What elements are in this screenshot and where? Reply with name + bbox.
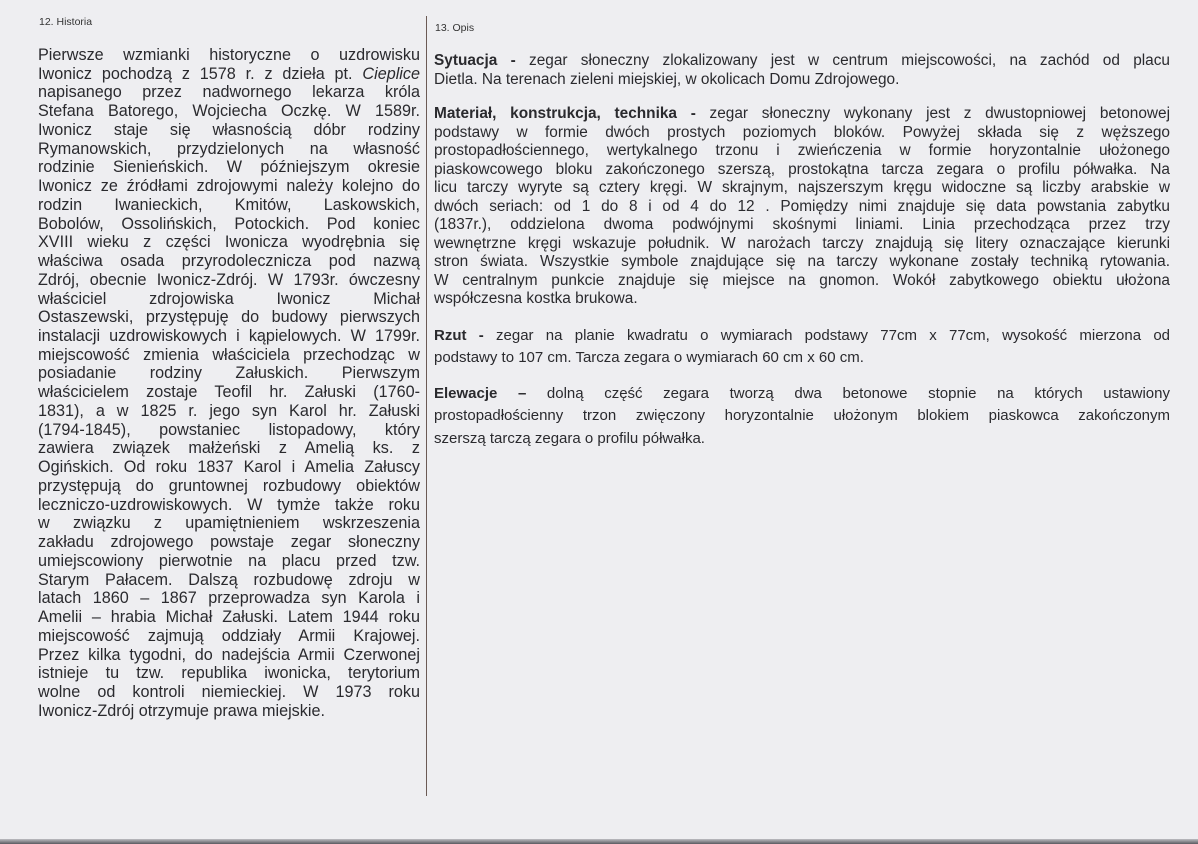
description-section xyxy=(434,383,1170,451)
section-text: dolną część zegara tworzą dwa betonowe stopnie na których ustawiony xyxy=(546,384,1170,402)
history-line: latach 1860 – 1867 przeprowadza syn Karola i xyxy=(38,589,420,608)
history-line: Pierwsze wzmianki historyczne o uzdrowisku xyxy=(38,46,420,64)
description-line: W centralnym punkcie znajduje się miejsce na gnomon. Wokół zabytkowego obiektu ułożona xyxy=(434,271,1170,289)
section-heading: Sytuacja - xyxy=(434,52,516,69)
history-line: umiejscowiony pierwotnie na placu przed tzw. xyxy=(38,551,420,570)
section-heading: Elewacje – xyxy=(434,384,527,402)
scan-edge xyxy=(0,839,1198,844)
description-section-label: 13. Opis xyxy=(435,22,475,34)
description-section xyxy=(434,105,1170,309)
history-text xyxy=(38,46,420,720)
history-line: 1831), a w 1825 r. jego syn Karol hr. Załuski xyxy=(38,401,420,420)
description-line: licu tarczy wyryte są cztery kręgi. W skrajnym, najszerszym kręgu widoczne są liczby arabskie w xyxy=(434,179,1170,196)
history-line: Ostaszewski, przystępuję do budowy pierwszych xyxy=(38,308,420,327)
history-line: rodzinie Sienieńskich. W późniejszym okresie xyxy=(38,158,420,177)
description-line: wewnętrzne kręgi wskazuje południk. W narożach tarczy znajdują się litery oznaczające kierunki xyxy=(434,234,1170,252)
book-title: Cieplice xyxy=(362,64,420,83)
history-line: w związku z upamiętnieniem wskrzeszenia xyxy=(38,514,420,533)
history-line: Bobolów, Ossolińskich, Potockich. Pod koniec xyxy=(38,214,420,233)
history-line: istnieje tu tzw. republika iwonicka, terytorium xyxy=(38,664,420,683)
description-section xyxy=(434,325,1170,370)
history-line: właściciel zdrojowiska Iwonicz Michał xyxy=(38,289,420,308)
history-line: Iwonicz-Zdrój otrzymuje prawa miejskie. xyxy=(38,701,325,720)
description-line: prostopadłościenny trzon zwięczony horyzontalnie ułożonym blokiem piaskowca zakończonym xyxy=(434,407,1170,424)
history-line: wolne od kontroli niemieckiej. W 1973 roku xyxy=(38,682,420,701)
history-line: XVIII wieku z części Iwonicza wyodrębnia się xyxy=(38,233,420,252)
history-line: napisanego przez nadwornego lekarza króla xyxy=(38,83,420,102)
history-line: miejscowość zmienia właściciela przechodząc w xyxy=(38,345,420,364)
history-line: zawiera związek małżeński z Amelią ks. z xyxy=(38,439,420,458)
column-divider xyxy=(426,16,427,796)
description-line: (1837r.), oddzielona dwoma podwójnymi skośnymi liniami. Linia przechodząca przez trzy xyxy=(434,216,1170,233)
history-line: Stefana Batorego, Wojciecha Oczkę. W 1589r. xyxy=(38,102,420,121)
history-line: leczniczo-uzdrowiskowych. W tymże także roku xyxy=(38,495,420,514)
history-line: Iwonicz ze źródłami zdrojowymi należy kolejno do xyxy=(38,177,420,196)
description-line: podstawy to 107 cm. Tarcza zegara o wymiarach 60 cm x 60 cm. xyxy=(434,349,864,366)
description-line xyxy=(434,383,1170,406)
history-line: Przez kilka tygodni, do nadejścia Armii Czerwonej xyxy=(38,645,420,664)
history-line: posiadanie rodziny Załuskich. Pierwszym xyxy=(38,364,420,383)
description-line xyxy=(434,105,1170,124)
history-line: przystępują do gruntownej rozbudowy obiektów xyxy=(38,476,420,495)
history-line: Rymanowskich, przydzielonych na własność xyxy=(38,139,420,158)
history-line: właścicielem zostaje Teofil hr. Załuski (1760- xyxy=(38,383,420,402)
section-text: zegar słoneczny wykonany jest z dwustopniowej betonowej xyxy=(709,105,1170,122)
description-line xyxy=(434,325,1170,348)
description-line: dwóch seriach: od 1 do 8 i od 4 do 12 . Pomiędzy nimi znajduje się data powstania zabytku xyxy=(434,197,1170,215)
description-line: podstawy w formie dwóch prostych poziomych bloków. Powyżej składa się z węższego xyxy=(434,123,1170,141)
description-line: szerszą tarczą zegara o profilu półwałka. xyxy=(434,429,705,447)
section-text: zegar słoneczny zlokalizowany jest w centrum miejscowości, na zachód od placu xyxy=(529,52,1170,69)
history-line: miejscowość zajmują oddziały Armii Krajowej. xyxy=(38,626,420,645)
history-line: zakładu zdrojowego powstaje zegar słoneczny xyxy=(38,533,420,552)
description-line: współczesna kostka brukowa. xyxy=(434,290,638,307)
history-line: Iwonicz pochodzą z 1578 r. z dzieła pt. Cieplice xyxy=(38,64,420,83)
history-line: właściwa osada przyrodolecznicza pod nazwą xyxy=(38,252,420,271)
section-heading: Rzut - xyxy=(434,326,484,344)
section-text: zegar na planie kwadratu o wymiarach podstawy 77cm x 77cm, wysokość mierzona od xyxy=(496,326,1171,344)
history-line: Iwonicz staje się własnością dóbr rodziny xyxy=(38,120,420,139)
description-line: prostopadłościennego, wertykalnego trzonu i zwieńczenia w formie horyzontalnie ułożonego xyxy=(434,142,1170,159)
history-line: Zdrój, obecnie Iwonicz-Zdrój. W 1793r. ówczesny xyxy=(38,270,420,289)
history-line: Amelii – hrabia Michał Załuski. Latem 1944 roku xyxy=(38,608,420,627)
description-text xyxy=(434,52,1170,463)
description-line: Dietla. Na terenach zieleni miejskiej, w okolicach Domu Zdrojowego. xyxy=(434,70,900,88)
history-line: rodzin Iwanieckich, Kmitów, Laskowskich, xyxy=(38,195,420,214)
description-line: stron świata. Wszystkie symbole znajdujące się na tarczy wykonane zostały techniką rytowania. xyxy=(434,253,1170,270)
history-line: Ogińskich. Od roku 1837 Karol i Amelia Załuscy xyxy=(38,458,420,477)
description-section xyxy=(434,52,1170,89)
history-line: Starym Pałacem. Dalszą rozbudowę zdroju w xyxy=(38,570,420,589)
history-line: instalacji uzdrowiskowych i kąpielowych. W 1799r. xyxy=(38,327,420,346)
section-heading: Materiał, konstrukcja, technika - xyxy=(434,105,696,122)
history-section-label: 12. Historia xyxy=(39,16,93,28)
description-line: piaskowcowego bloku zakończonego szerszą, prostokątna tarcza zegara o profilu półwałka. Na xyxy=(434,160,1170,178)
description-line xyxy=(434,52,1170,71)
history-line: (1794-1845), powstaniec listopadowy, który xyxy=(38,420,420,439)
